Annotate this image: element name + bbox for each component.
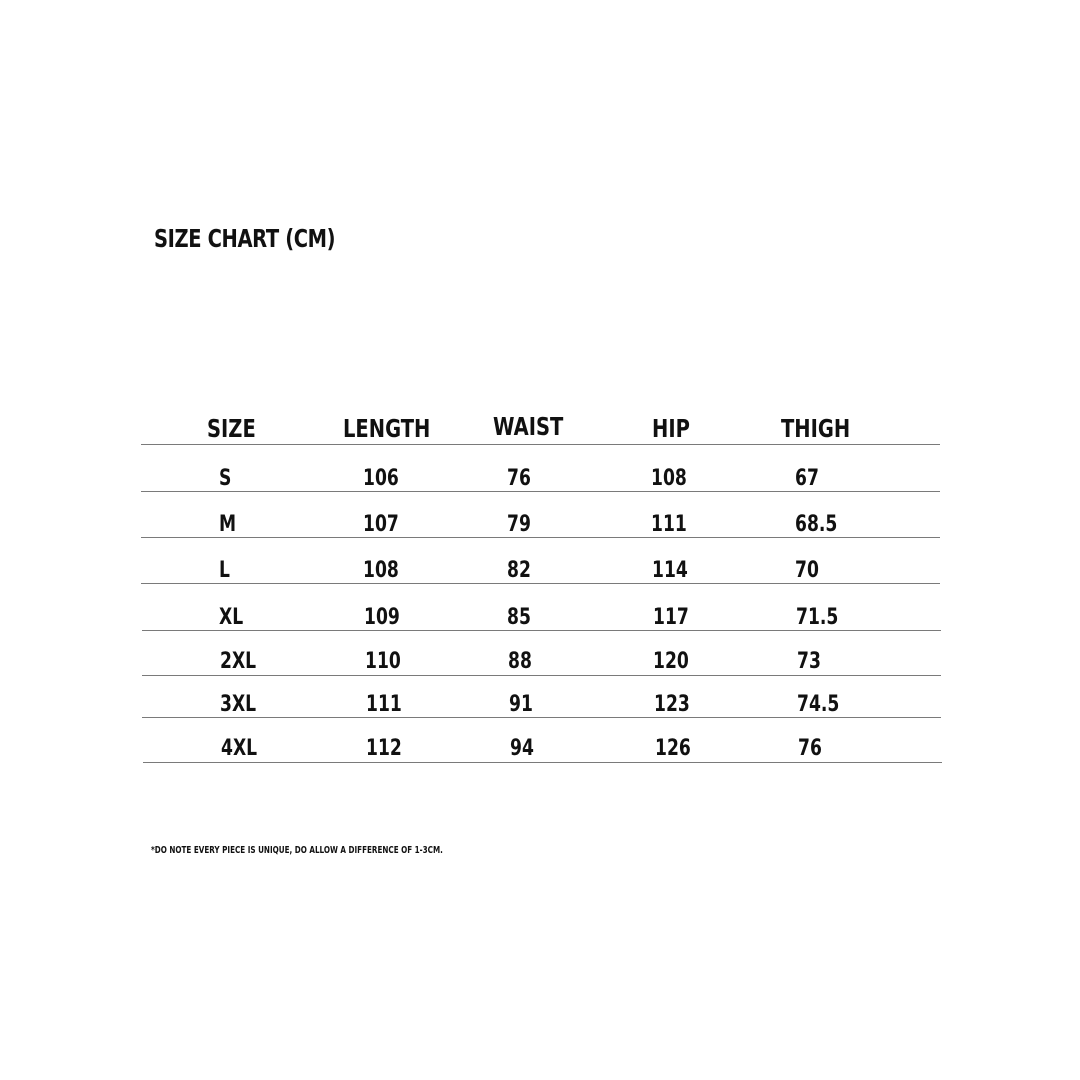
cell-length: 109 [364, 605, 400, 630]
cell-length: 106 [363, 466, 399, 491]
cell-thigh: 73 [797, 649, 821, 674]
row-divider [141, 491, 940, 492]
cell-thigh: 71.5 [796, 605, 839, 630]
cell-waist: 76 [507, 466, 531, 491]
cell-length: 112 [366, 736, 402, 761]
row-divider [141, 537, 940, 538]
cell-thigh: 68.5 [795, 512, 838, 537]
row-divider [142, 675, 941, 676]
column-header-waist: WAIST [493, 412, 564, 441]
column-header-size: SIZE [207, 414, 256, 443]
cell-waist: 82 [507, 558, 531, 583]
column-header-length: LENGTH [343, 414, 431, 443]
cell-thigh: 67 [795, 466, 819, 491]
cell-size: XL [219, 605, 244, 630]
cell-size: 4XL [221, 736, 258, 761]
cell-waist: 79 [507, 512, 531, 537]
cell-thigh: 74.5 [797, 692, 840, 717]
cell-waist: 88 [508, 649, 532, 674]
cell-length: 108 [363, 558, 399, 583]
cell-hip: 123 [654, 692, 690, 717]
cell-size: M [219, 512, 237, 537]
row-divider [143, 762, 942, 763]
cell-length: 110 [365, 649, 401, 674]
cell-size: L [219, 558, 230, 583]
cell-hip: 120 [653, 649, 689, 674]
cell-hip: 111 [651, 512, 687, 537]
cell-length: 111 [366, 692, 402, 717]
page-title: SIZE CHART (CM) [154, 224, 336, 253]
cell-waist: 94 [510, 736, 534, 761]
size-note: *DO NOTE EVERY PIECE IS UNIQUE, DO ALLOW A DIFFERENCE OF 1-3CM. [151, 845, 443, 856]
cell-thigh: 76 [798, 736, 822, 761]
cell-size: S [219, 466, 232, 491]
cell-hip: 114 [652, 558, 688, 583]
header-divider [141, 444, 940, 445]
cell-size: 2XL [220, 649, 257, 674]
cell-size: 3XL [220, 692, 257, 717]
cell-waist: 91 [509, 692, 533, 717]
column-header-hip: HIP [652, 414, 690, 443]
row-divider [142, 630, 941, 631]
row-divider [142, 717, 941, 718]
cell-hip: 108 [651, 466, 687, 491]
cell-length: 107 [363, 512, 399, 537]
cell-thigh: 70 [795, 558, 819, 583]
column-header-thigh: THIGH [781, 414, 851, 443]
cell-hip: 126 [655, 736, 691, 761]
cell-hip: 117 [653, 605, 689, 630]
cell-waist: 85 [507, 605, 531, 630]
row-divider [141, 583, 940, 584]
